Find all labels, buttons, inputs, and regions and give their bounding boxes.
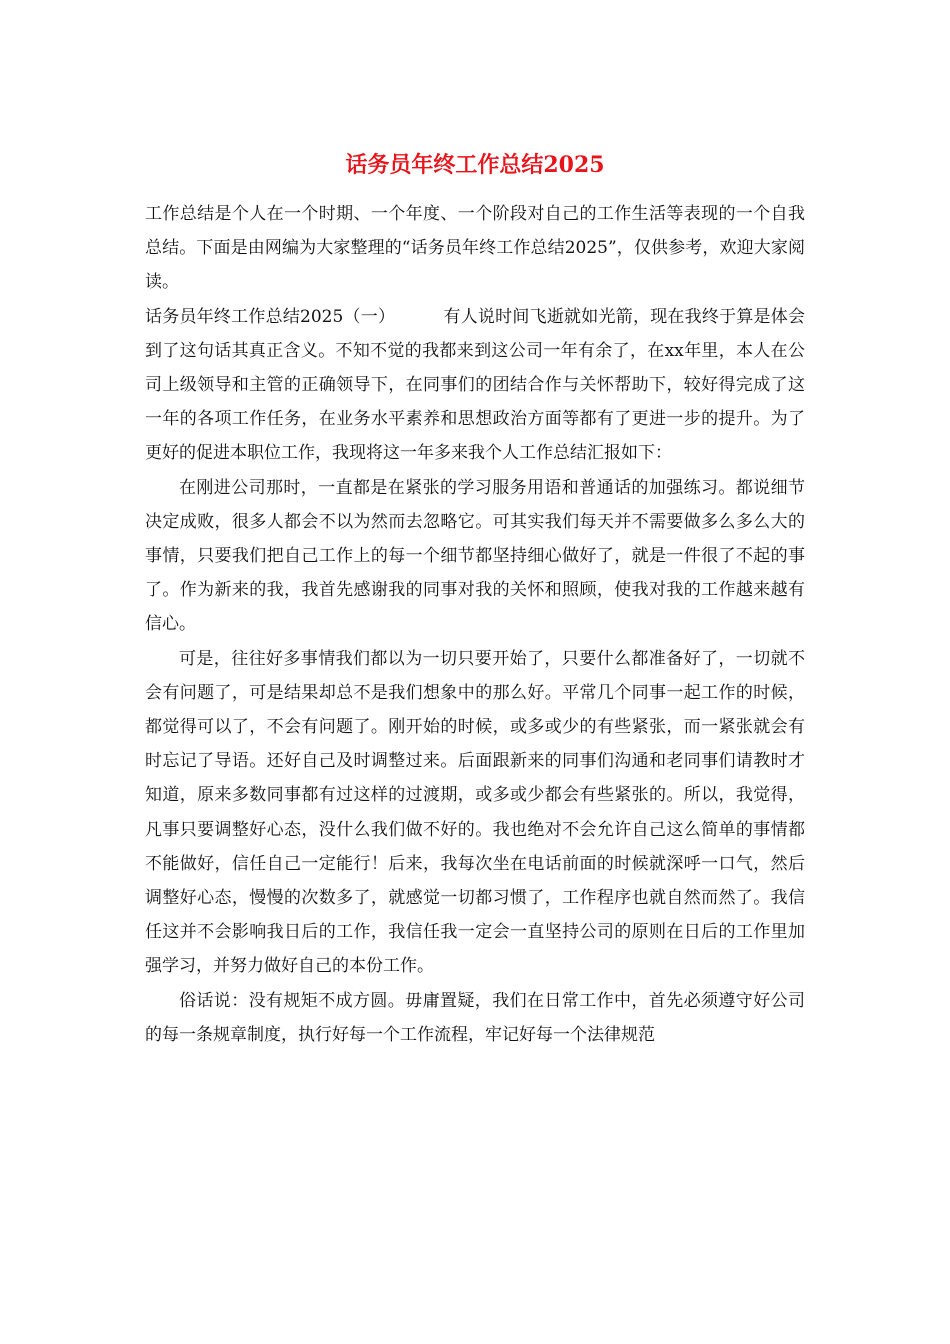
body-paragraph-1: 在刚进公司那时，一直都是在紧张的学习服务用语和普通话的加强练习。都说细节决定成败，很多人都会不以为然而去忽略它。可其实我们每天并不需要做多么多么大的事情，只要我们把自己工作上的每一个细节都坚持细心做好了，就是一件很了不起的事了。作为新来的我，我首先感谢我的同事对我的关怀和照顾，使我对我的工作越来越有信心。 bbox=[145, 477, 805, 635]
section-opening-text: 有人说时间飞逝就如光箭，现在我终于算是体会到了这句话其真正含义。不知不觉的我都来到这公司一年有余了，在xx年里，本人在公司上级领导和主管的正确领导下，在同事们的团结合作与关怀帮助下，较好得完成了这一年的各项工作任务，在业务水平素养和思想政治方面等都有了更进一步的提升。为了更好的促进本职位工作，我现将这一年多来我个人工作总结汇报如下： bbox=[145, 306, 806, 464]
document-body bbox=[145, 197, 805, 1052]
document-title: 话务员年终工作总结2025 bbox=[345, 152, 605, 178]
intro-paragraph: 工作总结是个人在一个时期、一个年度、一个阶段对自己的工作生活等表现的一个自我总结。下面是由网编为大家整理的“话务员年终工作总结2025”，仅供参考，欢迎大家阅读。 bbox=[145, 204, 805, 293]
section-paragraph bbox=[145, 300, 805, 471]
body-paragraph-2: 可是，往往好多事情我们都以为一切只要开始了，只要什么都准备好了，一切就不会有问题了，可是结果却总不是我们想象中的那么好。平常几个同事一起工作的时候，都觉得可以了，不会有问题了。刚开始的时候，或多或少的有些紧张，而一紧张就会有时忘记了导语。还好自己及时调整过来。后面跟新来的同事们沟通和老同事们请教时才知道，原来多数同事都有过这样的过渡期，或多或少都会有些紧张的。所以，我觉得，凡事只要调整好心态，没什么我们做不好的。我也绝对不会允许自己这么简单的事情都不能做好，信任自己一定能行！后来，我每次坐在电话前面的时候就深呼一口气，然后调整好心态，慢慢的次数多了，就感觉一切都习惯了，工作程序也就自然而然了。我信任这并不会影响我日后的工作，我信任我一定会一直坚持公司的原则在日后的工作里加强学习，并努力做好自己的本份工作。 bbox=[145, 648, 805, 977]
section-heading: 话务员年终工作总结2025（一） bbox=[145, 306, 396, 327]
body-paragraph-3: 俗话说：没有规矩不成方圆。毋庸置疑，我们在日常工作中，首先必须遵守好公司的每一条规章制度，执行好每一个工作流程，牢记好每一个法律规范 bbox=[145, 990, 805, 1045]
